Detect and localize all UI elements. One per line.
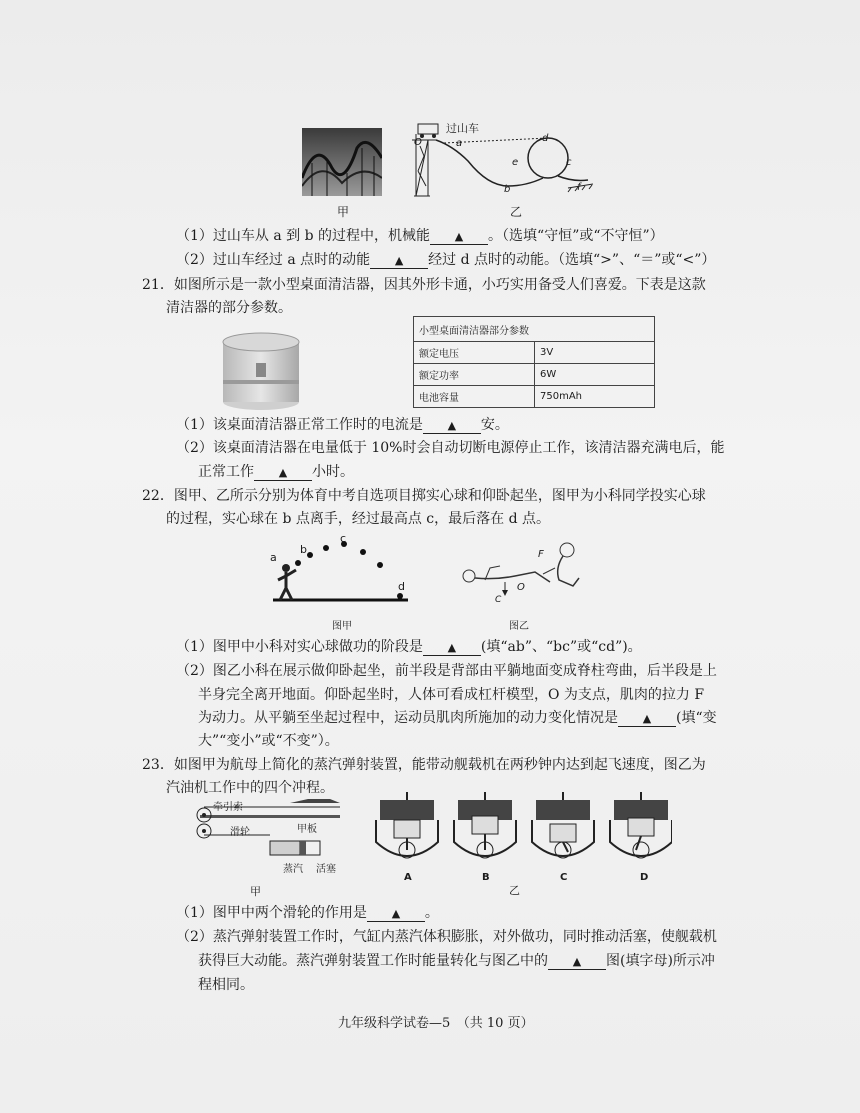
point-b-label: b xyxy=(504,184,511,195)
label-steam: 蒸汽 xyxy=(283,864,303,875)
q23-part2-line3: 程相同。 xyxy=(198,977,254,993)
stroke-label-b: B xyxy=(482,872,490,883)
engine-A xyxy=(376,792,438,858)
shot-point-c: c xyxy=(340,532,347,545)
desk-cleaner-image xyxy=(218,330,304,412)
q23-part1: （1）图甲中两个滑轮的作用是 ▲ 。 xyxy=(176,905,439,921)
situp-label-F: F xyxy=(538,549,544,560)
q21-part1: （1）该桌面清洁器正常工作时的电流是 ▲ 安。 xyxy=(176,417,509,433)
table-row: 电池容量 750mAh xyxy=(414,386,655,408)
coaster-photo xyxy=(302,128,382,196)
stroke-label-d: D xyxy=(640,872,649,883)
engine-strokes-svg xyxy=(372,792,672,882)
fig-label-jia-top: 甲 xyxy=(337,205,350,219)
situp-label-O: O xyxy=(517,582,525,593)
q22-stem-line2: 的过程，实心球在 b 点离手，经过最高点 c，最后落在 d 点。 xyxy=(166,511,551,527)
q21-part2-line1: （2）该桌面清洁器在电量低于 10%时会自动切断电源停止工作，该清洁器充满电后，能 xyxy=(176,440,725,456)
q22-part2-line4: 大”“变小”或“不变”）。 xyxy=(198,733,339,749)
engine-D xyxy=(610,792,672,858)
table-row: 额定功率 6W xyxy=(414,364,655,386)
q21-part2-line2: 正常工作 ▲ 小时。 xyxy=(198,464,354,480)
shot-point-a: a xyxy=(270,551,277,564)
fig-label-yi-q23: 乙 xyxy=(509,884,520,897)
engine-strokes-figure xyxy=(372,792,672,882)
params-table-title: 小型桌面清洁器部分参数 xyxy=(414,317,655,342)
fig-label-tu-jia: 图甲 xyxy=(332,621,352,632)
answer-blank[interactable]: ▲ xyxy=(254,466,312,481)
table-row: 额定电压 3V xyxy=(414,342,655,364)
coaster-photo-image xyxy=(302,128,382,196)
q22-part1: （1）图甲中小科对实心球做功的阶段是 ▲ (填“ab”、“bc”或“cd”)。 xyxy=(176,639,642,655)
answer-blank[interactable]: ▲ xyxy=(370,254,428,269)
coaster-label: 过山车 xyxy=(446,122,479,135)
point-o-label: O xyxy=(414,137,422,148)
situp-figure xyxy=(455,538,585,606)
desk-cleaner-photo xyxy=(218,330,304,412)
fig-label-tu-yi: 图乙 xyxy=(509,621,529,632)
point-e-label: e xyxy=(512,157,519,168)
q23-part2-line1: （2）蒸汽弹射装置工作时，气缸内蒸汽体积膨胀，对外做功，同时推动活塞，使舰载机 xyxy=(176,929,717,945)
shot-point-b: b xyxy=(300,543,307,556)
fig-label-yi-top: 乙 xyxy=(510,205,523,219)
q21-stem-line1: 21．如图所示是一款小型桌面清洁器，因其外形卡通，小巧实用备受人们喜爱。下表是这款 xyxy=(142,277,706,293)
label-pulley: 滑轮 xyxy=(230,827,250,838)
situp-svg xyxy=(455,538,585,606)
point-f-label: f xyxy=(577,182,581,193)
answer-blank[interactable]: ▲ xyxy=(367,907,425,922)
answer-blank[interactable]: ▲ xyxy=(423,641,481,656)
situp-label-C: C xyxy=(495,595,502,605)
params-table-wrap xyxy=(413,316,655,408)
q20-part2: （2）过山车经过 a 点时的动能 ▲ 经过 d 点时的动能。（选填“>”、“＝”或“<”） xyxy=(176,252,716,268)
engine-C xyxy=(532,792,594,858)
q23-stem-line1: 23．如图甲为航母上简化的蒸汽弹射装置，能带动舰载机在两秒钟内达到起飞速度，图乙为 xyxy=(142,757,706,773)
label-deck: 甲板 xyxy=(297,824,317,835)
answer-blank[interactable]: ▲ xyxy=(423,419,481,434)
q22-stem-line1: 22．图甲、乙所示分别为体育中考自选项目掷实心球和仰卧起坐，图甲为小科同学投实心球 xyxy=(142,488,706,504)
label-piston: 活塞 xyxy=(316,864,336,875)
q20-part1: （1）过山车从 a 到 b 的过程中，机械能 ▲ 。（选填“守恒”或“不守恒”） xyxy=(176,228,664,244)
point-d-label: d xyxy=(542,133,549,144)
stroke-label-a: A xyxy=(404,872,412,883)
shot-point-d: d xyxy=(398,580,405,593)
answer-blank[interactable]: ▲ xyxy=(618,712,676,727)
q23-stem-line2: 汽油机工作中的四个冲程。 xyxy=(166,780,334,796)
fig-label-jia-q23: 甲 xyxy=(250,885,261,898)
label-rope: 牵引索 xyxy=(213,802,243,813)
page-footer: 九年级科学试卷—5 （共 10 页） xyxy=(338,1016,534,1031)
q23-part2-line2: 获得巨大动能。蒸汽弹射装置工作时能量转化与图乙中的 ▲ 图(填字母)所示冲 xyxy=(198,953,715,969)
engine-B xyxy=(454,792,516,858)
point-c-label: c xyxy=(566,157,572,168)
q21-stem-line2: 清洁器的部分参数。 xyxy=(166,300,292,316)
params-table xyxy=(413,316,655,408)
q22-part2-line2: 半身完全离开地面。仰卧起坐时，人体可看成杠杆模型，O 为支点，肌肉的拉力 F xyxy=(198,687,705,703)
q22-part2-line3: 为动力。从平躺至坐起过程中，运动员肌肉所施加的动力变化情况是 ▲ (填“变 xyxy=(198,710,717,726)
answer-blank[interactable]: ▲ xyxy=(430,230,488,245)
answer-blank[interactable]: ▲ xyxy=(548,955,606,970)
stroke-label-c: C xyxy=(560,872,568,883)
point-a-label: a xyxy=(456,138,463,149)
q22-part2-line1: （2）图乙小科在展示做仰卧起坐，前半段是背部由平躺地面变成脊柱弯曲，后半段是上 xyxy=(176,663,717,679)
